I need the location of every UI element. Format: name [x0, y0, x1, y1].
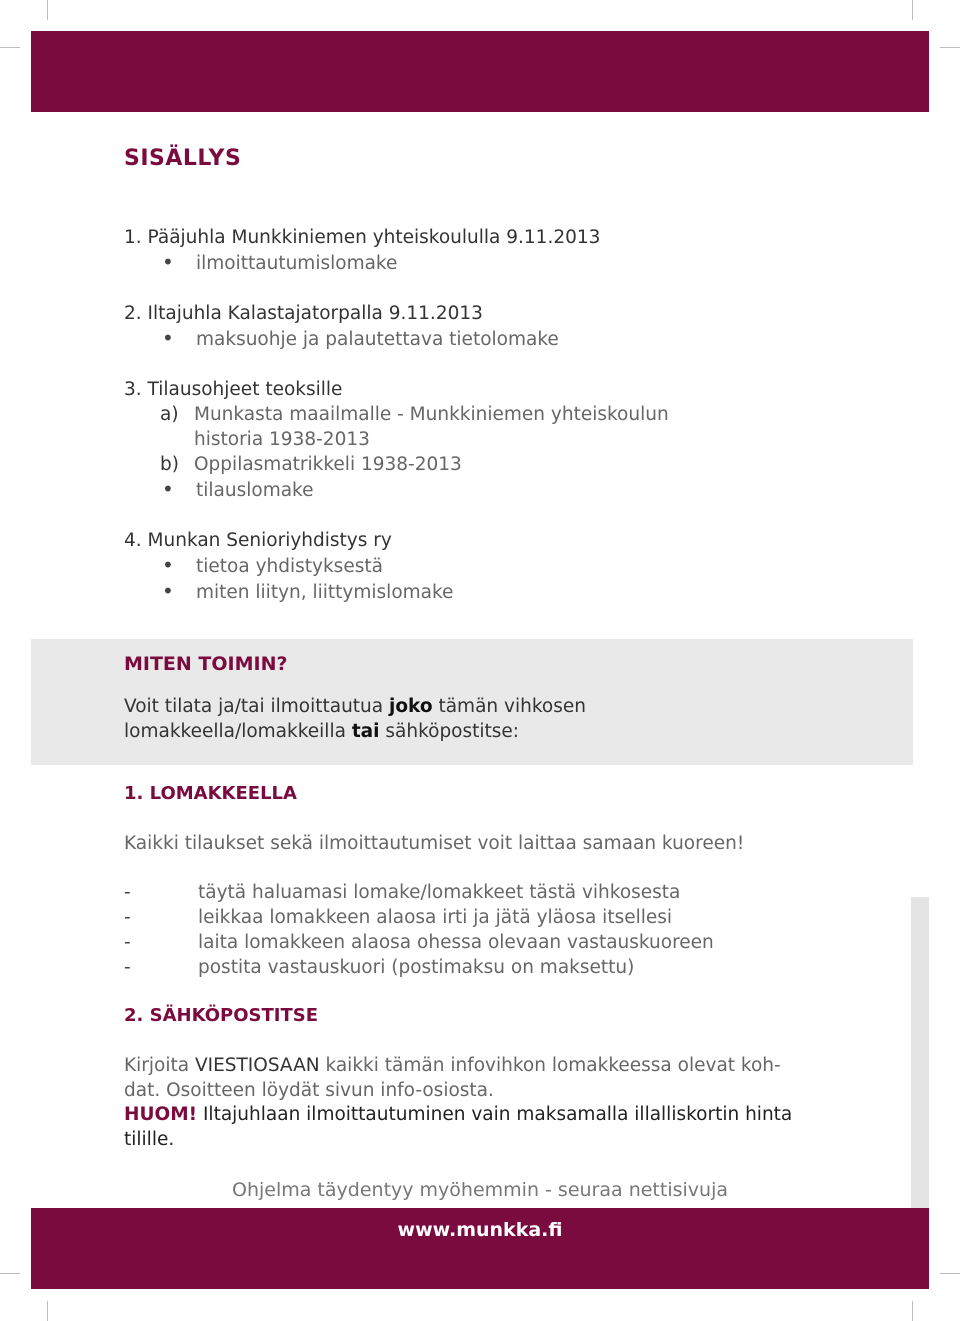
- toc-bullet-text: tietoa yhdistyksestä: [196, 556, 383, 577]
- list-marker: a): [160, 404, 179, 425]
- list-item: [124, 930, 844, 955]
- email-text: dat. Osoitteen löydät sivun info-osiosta.: [124, 1080, 494, 1101]
- dash-marker: -: [124, 882, 131, 903]
- email-instructions: [124, 1053, 824, 1103]
- toc-bullet: [124, 579, 884, 605]
- intro-text: tämän vihkosen: [432, 696, 586, 717]
- side-strip: [911, 897, 929, 1209]
- emphasis-tai: tai: [351, 721, 380, 742]
- toc-item-title: 4. Munkan Senioriyhdistys ry: [124, 530, 392, 551]
- email-text: kaikki tämän infovihkon lomakkeessa olevat koh-: [319, 1055, 781, 1076]
- bullet-icon: •: [162, 579, 174, 603]
- toc-subitem-text: historia 1938-2013: [194, 429, 370, 450]
- toc-bullet: [124, 477, 884, 503]
- form-steps: [124, 880, 844, 980]
- toc-bullet-text: miten liityn, liittymislomake: [196, 582, 454, 603]
- crop-mark: [940, 1273, 960, 1274]
- table-of-contents: [124, 225, 884, 630]
- email-keyword: VIESTIOSAAN: [194, 1055, 320, 1076]
- toc-item-2: [124, 301, 884, 352]
- bullet-icon: •: [162, 326, 174, 350]
- toc-bullet: [124, 553, 884, 579]
- bullet-icon: •: [162, 553, 174, 577]
- dash-marker: -: [124, 907, 131, 928]
- important-text: Iltajuhlaan ilmoittautuminen vain maksamalla illalliskortin hinta: [197, 1104, 793, 1125]
- toc-subitem-text: Munkasta maailmalle - Munkkiniemen yhteiskoulun: [194, 404, 669, 425]
- section-heading-how: MITEN TOIMIN?: [124, 653, 288, 675]
- form-note: Kaikki tilaukset sekä ilmoittautumiset voit laittaa samaan kuoreen!: [124, 833, 745, 854]
- step-text: täytä haluamasi lomake/lomakkeet tästä vihkosesta: [198, 882, 681, 903]
- toc-bullet-text: maksuohje ja palautettava tietolomake: [196, 329, 559, 350]
- page-title: SISÄLLYS: [124, 146, 242, 171]
- intro-text: lomakkeella/lomakkeilla: [124, 721, 352, 742]
- crop-mark: [47, 1301, 48, 1321]
- intro-text: sähköpostitse:: [379, 721, 520, 742]
- toc-subitem-b: [124, 452, 884, 477]
- toc-item-title: 2. Iltajuhla Kalastajatorpalla 9.11.2013: [124, 303, 483, 324]
- section-heading-email: 2. SÄHKÖPOSTITSE: [124, 1005, 319, 1026]
- bullet-icon: •: [162, 477, 174, 501]
- list-item: [124, 905, 844, 930]
- list-item: [124, 955, 844, 980]
- step-text: leikkaa lomakkeen alaosa irti ja jätä yläosa itsellesi: [198, 907, 673, 928]
- bullet-icon: •: [162, 250, 174, 274]
- toc-item-title: 3. Tilausohjeet teoksille: [124, 379, 343, 400]
- emphasis-joko: joko: [389, 696, 433, 717]
- dash-marker: -: [124, 932, 131, 953]
- crop-mark: [912, 1301, 913, 1321]
- crop-mark: [47, 0, 48, 20]
- crop-mark: [912, 0, 913, 20]
- toc-bullet: [124, 250, 884, 276]
- toc-bullet-text: ilmoittautumislomake: [196, 253, 398, 274]
- step-text: laita lomakkeen alaosa ohessa olevaan vastauskuoreen: [198, 932, 714, 953]
- crop-mark: [940, 47, 960, 48]
- toc-subitem-a: [124, 402, 884, 427]
- toc-bullet: [124, 326, 884, 352]
- crop-mark: [0, 47, 20, 48]
- email-text: Kirjoita: [124, 1055, 195, 1076]
- section-heading-form: 1. LOMAKKEELLA: [124, 783, 297, 804]
- toc-subitem-text: Oppilasmatrikkeli 1938-2013: [194, 454, 462, 475]
- toc-bullet-text: tilauslomake: [196, 480, 314, 501]
- important-note: [124, 1102, 824, 1152]
- intro-text: Voit tilata ja/tai ilmoittautua: [124, 696, 389, 717]
- toc-item-4: [124, 528, 884, 605]
- toc-item-title: 1. Pääjuhla Munkkiniemen yhteiskoululla 9.11.2013: [124, 227, 601, 248]
- list-marker: b): [160, 454, 179, 475]
- how-intro: [124, 694, 824, 744]
- toc-item-1: [124, 225, 884, 276]
- important-text: tilille.: [124, 1129, 175, 1150]
- list-item: [124, 880, 844, 905]
- important-label: HUOM!: [124, 1104, 198, 1125]
- toc-item-3: [124, 377, 884, 503]
- dash-marker: -: [124, 957, 131, 978]
- header-band: [31, 31, 929, 112]
- step-text: postita vastauskuori (postimaksu on maksettu): [198, 957, 635, 978]
- website-link[interactable]: www.munkka.fi: [397, 1219, 563, 1241]
- footer-note: Ohjelma täydentyy myöhemmin - seuraa nettisivuja: [232, 1179, 728, 1201]
- crop-mark: [0, 1273, 20, 1274]
